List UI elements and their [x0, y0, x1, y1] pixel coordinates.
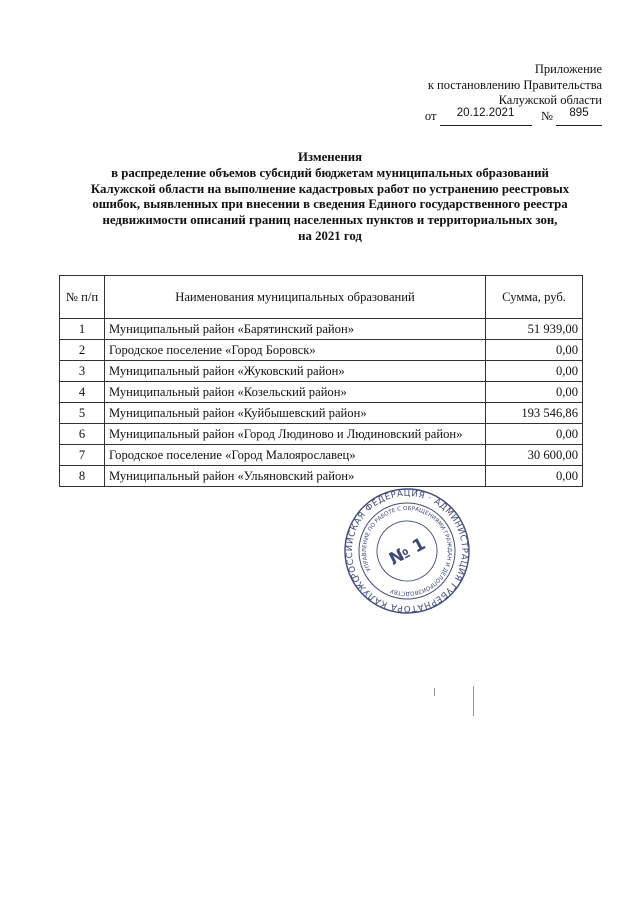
table-header-row	[60, 276, 583, 319]
table-row	[60, 403, 583, 424]
scan-artifact-line	[434, 688, 435, 696]
row-num: 3	[60, 361, 105, 382]
subsidy-table	[59, 275, 583, 487]
official-seal	[343, 487, 471, 615]
row-sum: 0,00	[486, 382, 583, 403]
row-sum: 193 546,86	[486, 403, 583, 424]
appendix-date-row	[424, 106, 602, 127]
title-line-2: в распределение объемов субсидий бюджетам муниципальных образований	[111, 165, 549, 180]
row-name: Муниципальный район «Козельский район»	[105, 382, 486, 403]
row-sum: 0,00	[486, 340, 583, 361]
header-num: № п/п	[60, 276, 105, 319]
appendix-region: Калужской области	[498, 93, 602, 107]
row-sum: 0,00	[486, 424, 583, 445]
header-name: Наименования муниципальных образований	[105, 276, 486, 319]
table-row	[60, 382, 583, 403]
row-name: Городское поселение «Город Боровск»	[105, 340, 486, 361]
table-row	[60, 361, 583, 382]
table-row	[60, 466, 583, 487]
row-name: Муниципальный район «Куйбышевский район»	[105, 403, 486, 424]
number-prefix: №	[540, 108, 553, 123]
date-field	[440, 106, 532, 127]
title-line-3: Калужской области на выполнение кадастровых работ по устранению реестровых	[90, 181, 570, 196]
row-name: Муниципальный район «Барятинский район»	[105, 319, 486, 340]
row-num: 5	[60, 403, 105, 424]
row-name: Муниципальный район «Ульяновский район»	[105, 466, 486, 487]
date-prefix: от	[424, 108, 437, 123]
row-name: Муниципальный район «Жуковский район»	[105, 361, 486, 382]
title-heading: Изменения	[297, 150, 363, 164]
row-sum: 51 939,00	[486, 319, 583, 340]
row-num: 4	[60, 382, 105, 403]
header-sum: Сумма, руб.	[486, 276, 583, 319]
seal-outer-text: РОССИЙСКАЯ ФЕДЕРАЦИЯ · АДМИНИСТРАЦИЯ ГУБЕРНАТОРА КАЛУЖСКОЙ	[344, 488, 470, 614]
row-name: Городское поселение «Город Малоярославец»	[105, 445, 486, 466]
row-num: 7	[60, 445, 105, 466]
number-value: 895	[569, 106, 589, 119]
seal-number: № 1	[385, 534, 430, 570]
row-num: 1	[60, 319, 105, 340]
table-row	[60, 424, 583, 445]
row-sum: 0,00	[486, 361, 583, 382]
table-row	[60, 319, 583, 340]
row-num: 6	[60, 424, 105, 445]
row-sum: 0,00	[486, 466, 583, 487]
document-title	[60, 150, 600, 245]
table-row	[60, 445, 583, 466]
appendix-title: Приложение	[534, 62, 602, 76]
number-field	[556, 106, 602, 127]
title-line-5: недвижимости описаний границ населенных пунктов и территориальных зон,	[102, 213, 558, 228]
table-row	[60, 340, 583, 361]
row-num: 2	[60, 340, 105, 361]
appendix-block	[425, 62, 602, 126]
appendix-reference: к постановлению Правительства	[427, 77, 602, 92]
row-sum: 30 600,00	[486, 445, 583, 466]
seal-inner-text: УПРАВЛЕНИЕ ПО РАБОТЕ С ОБРАЩЕНИЯМИ ГРАЖДАН И ДЕЛОПРОИЗВОДСТВУ	[361, 505, 453, 597]
title-line-4: ошибок, выявленных при внесении в сведения Единого государственного реестра	[92, 197, 568, 212]
row-name: Муниципальный район «Город Людиново и Людиновский район»	[105, 424, 486, 445]
title-line-6: на 2021 год	[298, 228, 362, 243]
date-value: 20.12.2021	[456, 106, 515, 119]
row-num: 8	[60, 466, 105, 487]
scan-artifact-line	[473, 686, 474, 716]
